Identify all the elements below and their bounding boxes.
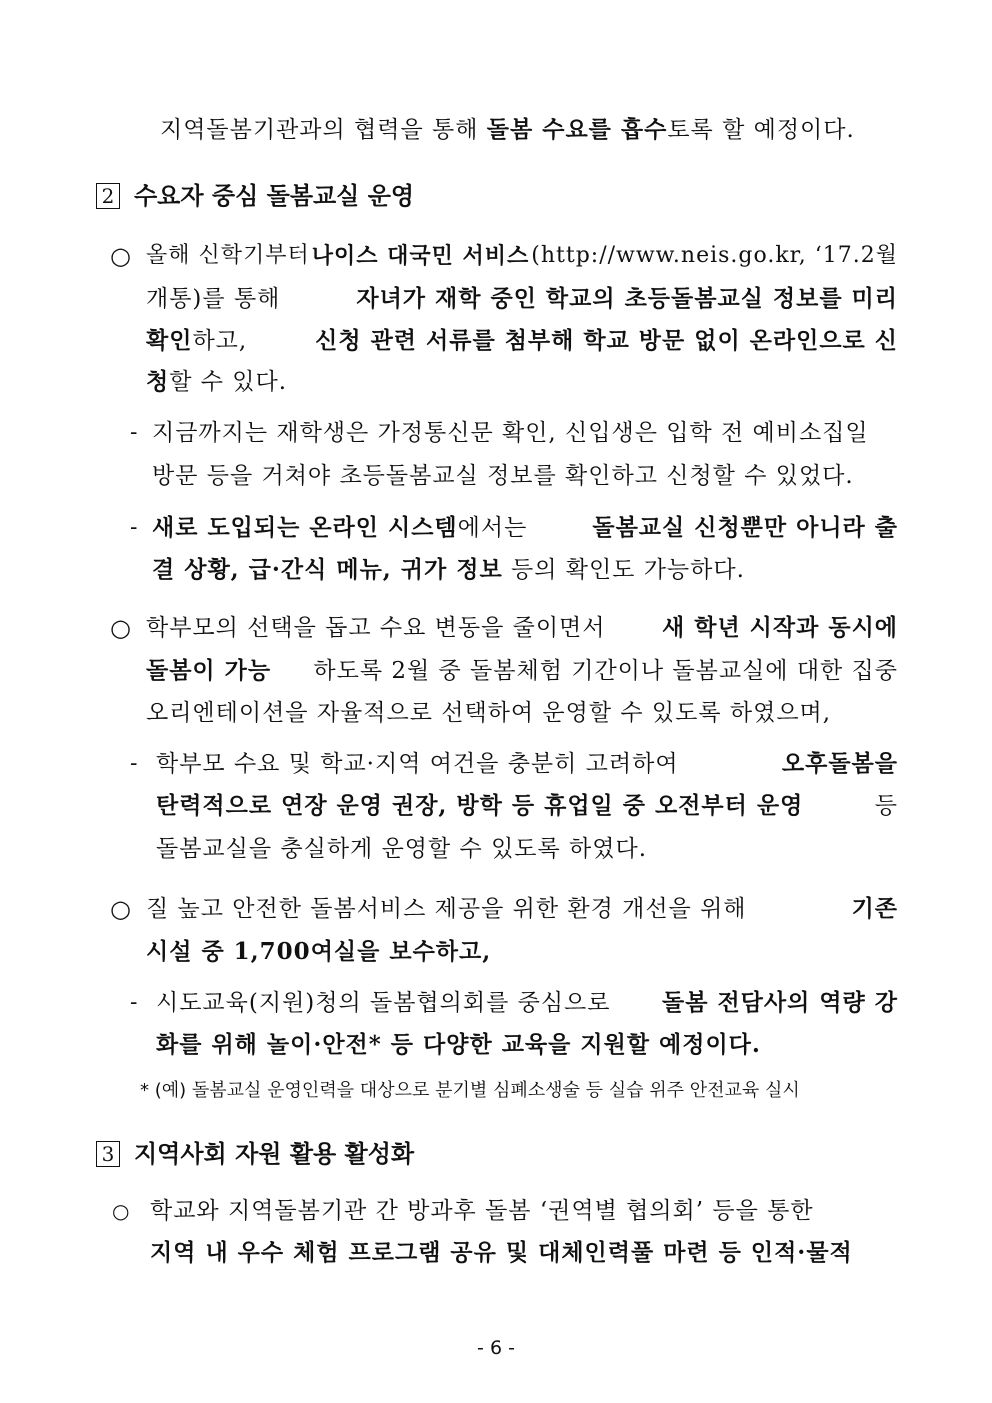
section-heading xyxy=(96,180,414,212)
section-heading xyxy=(96,1138,414,1170)
section-title: 지역사회 자원 활용 활성화 xyxy=(134,1139,415,1168)
sub-line: 지금까지는 재학생은 가정통신문 확인, 신입생은 입학 전 예비소집일 xyxy=(152,420,869,446)
paragraph-line: 개통)를 통해 자녀가 재학 중인 학교의 초등돌봄교실 정보를 미리 xyxy=(146,285,898,312)
paragraph-line: 시설 중 1,700여실을 보수하고, xyxy=(146,938,492,965)
dash-bullet: - xyxy=(130,420,138,445)
circle-bullet-icon: ○ xyxy=(110,895,131,923)
circle-bullet-icon: ○ xyxy=(112,1199,130,1223)
circle-bullet-icon: ○ xyxy=(110,614,131,642)
section-number-box: 2 xyxy=(96,183,120,209)
dash-bullet: - xyxy=(130,990,138,1015)
paragraph-line: 올해 신학기부터 나이스 대국민 서비스 (http://www.neis.go.kr, ‘17.2월 xyxy=(146,243,898,269)
paragraph-line: 오리엔테이션을 자율적으로 선택하여 운영할 수 있도록 하였으며, xyxy=(146,700,832,726)
sub-line: 방문 등을 거쳐야 초등돌봄교실 정보를 확인하고 신청할 수 있었다. xyxy=(152,463,854,489)
dash-bullet: - xyxy=(130,751,138,776)
paragraph-line: 지역 내 우수 체험 프로그램 공유 및 대체인력풀 마련 등 인적·물적 xyxy=(150,1239,853,1266)
section-number-box: 3 xyxy=(96,1141,120,1167)
circle-bullet-icon: ○ xyxy=(110,242,131,270)
sub-line: 시도교육(지원)청의 돌봄협의회를 중심으로 돌봄 전담사의 역량 강 xyxy=(156,989,898,1016)
sub-line: 탄력적으로 연장 운영 권장, 방학 등 휴업일 중 오전부터 운영 등 xyxy=(156,792,898,819)
sub-line: 새로 도입되는 온라인 시스템에서는 돌봄교실 신청뿐만 아니라 출 xyxy=(152,514,898,541)
page-number: - 6 - xyxy=(477,1337,515,1359)
paragraph-line: 학교와 지역돌봄기관 간 방과후 돌봄 ‘권역별 협의회’ 등을 통한 xyxy=(150,1198,814,1224)
paragraph-line: 청할 수 있다. xyxy=(146,368,288,395)
sub-line: 화를 위해 놀이·안전* 등 다양한 교육을 지원할 예정이다. xyxy=(156,1031,761,1058)
footnote: * (예) 돌봄교실 운영인력을 대상으로 분기별 심폐소생술 등 실습 위주 안전교육 실시 xyxy=(140,1080,800,1101)
paragraph-line: 학부모의 선택을 돕고 수요 변동을 줄이면서 새 학년 시작과 동시에 xyxy=(146,614,898,641)
paragraph-line: 질 높고 안전한 돌봄서비스 제공을 위한 환경 개선을 위해 기존 xyxy=(146,895,898,922)
sub-line: 결 상황, 급·간식 메뉴, 귀가 정보 등의 확인도 가능하다. xyxy=(152,556,745,583)
paragraph-line: 돌봄이 가능 하도록 2월 중 돌봄체험 기간이나 돌봄교실에 대한 집중 xyxy=(146,657,898,684)
sub-line: 돌봄교실을 충실하게 운영할 수 있도록 하였다. xyxy=(156,836,648,862)
paragraph-line: 확인하고, 신청 관련 서류를 첨부해 학교 방문 없이 온라인으로 신 xyxy=(146,327,898,354)
dash-bullet: - xyxy=(130,515,138,540)
sub-line: 학부모 수요 및 학교·지역 여건을 충분히 고려하여 오후돌봄을 xyxy=(156,750,898,777)
text-line: 지역돌봄기관과의 협력을 통해 돌봄 수요를 흡수토록 할 예정이다. xyxy=(160,116,855,143)
section-title: 수요자 중심 돌봄교실 운영 xyxy=(134,181,415,210)
